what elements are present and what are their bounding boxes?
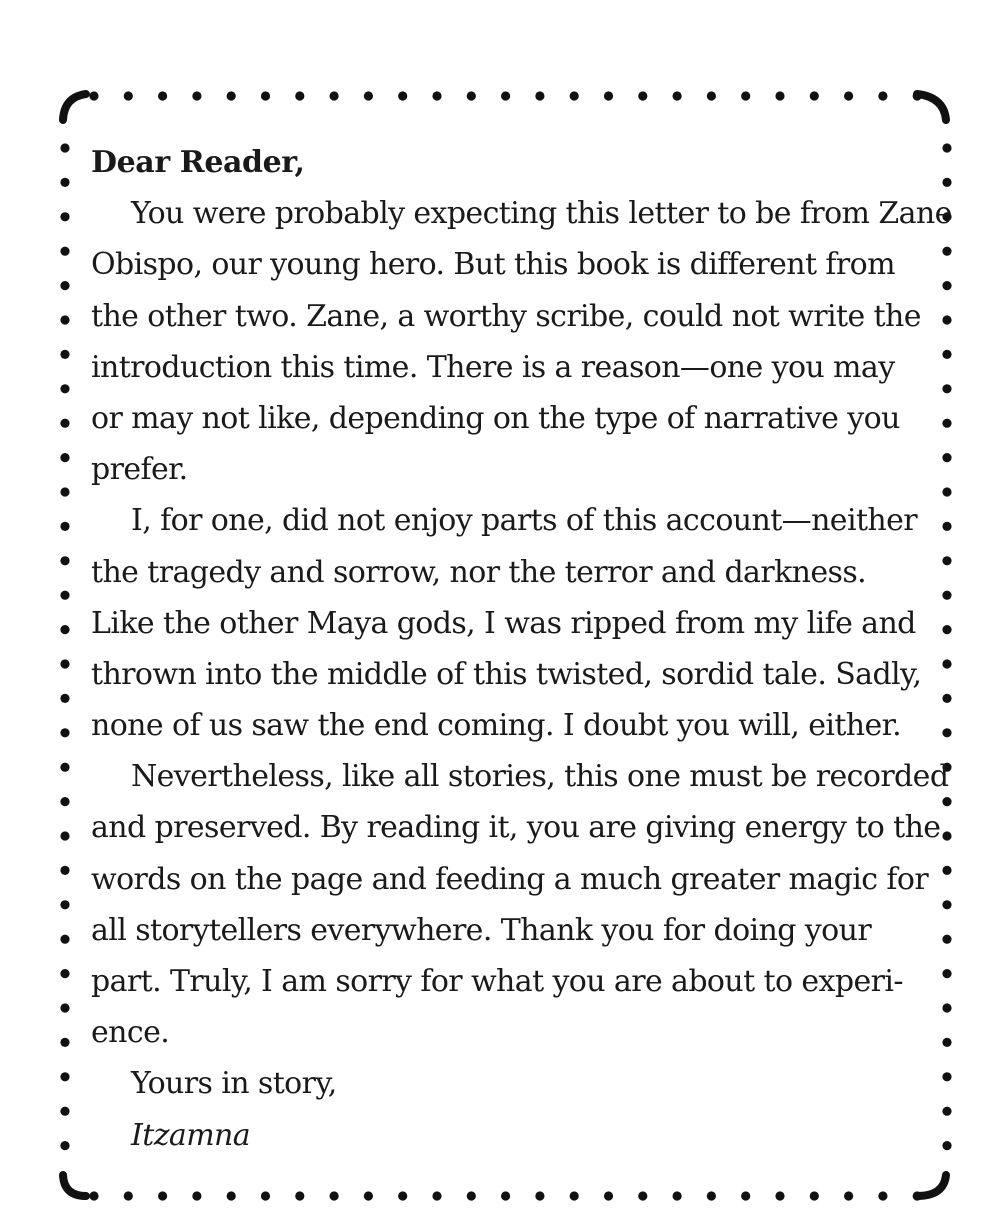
border-dot <box>942 487 951 496</box>
border-dot <box>124 1191 133 1200</box>
border-dot <box>60 625 69 634</box>
letter-line: Like the other Maya gods, I was ripped from my life and <box>91 605 916 641</box>
letter-line: prefer. <box>91 452 188 488</box>
border-dot <box>775 1191 784 1200</box>
border-dot <box>60 969 69 978</box>
border-dot <box>942 866 951 875</box>
border-dot <box>942 1038 951 1047</box>
border-dot <box>707 91 716 100</box>
border-dot <box>60 556 69 565</box>
border-dot <box>364 1191 373 1200</box>
border-dot <box>261 91 270 100</box>
border-dot <box>60 384 69 393</box>
border-dot <box>673 1191 682 1200</box>
border-dot <box>60 935 69 944</box>
border-dot <box>942 728 951 737</box>
letter-line: or may not like, depending on the type of narrative you <box>91 400 900 436</box>
border-dot <box>638 91 647 100</box>
border-dot <box>942 556 951 565</box>
border-dot <box>942 1107 951 1116</box>
border-dot <box>942 281 951 290</box>
border-dot <box>467 1191 476 1200</box>
border-dot <box>942 178 951 187</box>
border-dot <box>942 1141 951 1150</box>
border-dot <box>501 1191 510 1200</box>
border-dot <box>295 1191 304 1200</box>
border-dot <box>535 91 544 100</box>
border-dot <box>60 1038 69 1047</box>
border-dot <box>535 1191 544 1200</box>
letter-line: none of us saw the end coming. I doubt you will, either. <box>91 708 902 744</box>
border-dot <box>60 281 69 290</box>
border-dot <box>501 91 510 100</box>
border-dot <box>741 1191 750 1200</box>
corner-top-left <box>63 94 86 120</box>
border-dot <box>467 91 476 100</box>
border-dot <box>942 350 951 359</box>
border-dot <box>60 212 69 221</box>
border-dot <box>942 625 951 634</box>
border-dot <box>60 1072 69 1081</box>
border-dot <box>227 91 236 100</box>
border-dot <box>60 659 69 668</box>
border-dot <box>124 91 133 100</box>
border-dot <box>844 91 853 100</box>
border-dot <box>942 659 951 668</box>
border-dot <box>604 1191 613 1200</box>
letter-line: introduction this time. There is a reason—one you may <box>91 349 895 385</box>
border-dot <box>942 831 951 840</box>
letter-body <box>91 137 952 1161</box>
border-dot <box>942 1072 951 1081</box>
letter-line: I, for one, did not enjoy parts of this account—neither <box>131 503 918 539</box>
border-dot <box>227 1191 236 1200</box>
border-dot <box>60 487 69 496</box>
border-dot <box>60 247 69 256</box>
border-dot <box>60 694 69 703</box>
border-dot <box>60 763 69 772</box>
border-dot <box>942 143 951 152</box>
letter-line: and preserved. By reading it, you are giving energy to the <box>91 810 941 846</box>
corner-top-right <box>917 94 946 120</box>
border-dot <box>261 1191 270 1200</box>
border-dot <box>844 1191 853 1200</box>
border-dot <box>398 91 407 100</box>
corner-bottom-left <box>63 1175 86 1196</box>
letter-closing: Yours in story, <box>131 1066 337 1102</box>
border-dot <box>60 143 69 152</box>
letter-line: all storytellers everywhere. Thank you for doing your <box>91 912 872 948</box>
border-dot <box>638 1191 647 1200</box>
border-dot <box>942 591 951 600</box>
border-dot <box>673 91 682 100</box>
border-dot <box>158 91 167 100</box>
border-dot <box>60 591 69 600</box>
border-dot <box>364 91 373 100</box>
border-dot <box>942 522 951 531</box>
border-dot <box>60 728 69 737</box>
border-dot <box>810 91 819 100</box>
border-dot <box>942 453 951 462</box>
border-dot <box>741 91 750 100</box>
border-dot <box>89 1191 98 1200</box>
border-dot <box>398 1191 407 1200</box>
border-dot <box>432 91 441 100</box>
border-dot <box>330 91 339 100</box>
border-dot <box>570 1191 579 1200</box>
border-dot <box>60 419 69 428</box>
letter-signature: Itzamna <box>131 1117 251 1153</box>
border-dot <box>942 900 951 909</box>
letter-line: the tragedy and sorrow, nor the terror and darkness. <box>91 554 867 590</box>
letter-line: thrown into the middle of this twisted, sordid tale. Sadly, <box>91 656 922 692</box>
border-dot <box>942 969 951 978</box>
letter-line: the other two. Zane, a worthy scribe, could not write the <box>91 298 921 334</box>
border-dot <box>60 1141 69 1150</box>
border-dot <box>60 178 69 187</box>
border-dot <box>878 1191 887 1200</box>
border-dot <box>192 1191 201 1200</box>
border-dot <box>60 866 69 875</box>
letter-salutation: Dear Reader, <box>91 145 305 180</box>
border-dot <box>570 91 579 100</box>
letter-line: part. Truly, I am sorry for what you are about to experi- <box>91 964 903 999</box>
border-dot <box>60 1003 69 1012</box>
border-dot <box>942 1003 951 1012</box>
border-dot <box>158 1191 167 1200</box>
border-dot <box>330 1191 339 1200</box>
border-dot <box>60 1107 69 1116</box>
border-dot <box>432 1191 441 1200</box>
border-dot <box>89 91 98 100</box>
letter-line: ence. <box>91 1015 170 1051</box>
letter-line: Obispo, our young hero. But this book is different from <box>91 247 895 283</box>
border-dot <box>942 694 951 703</box>
border-dot <box>60 900 69 909</box>
border-dot <box>192 91 201 100</box>
border-dot <box>942 419 951 428</box>
border-dot <box>60 797 69 806</box>
border-dot <box>60 831 69 840</box>
border-dot <box>810 1191 819 1200</box>
border-dot <box>942 384 951 393</box>
border-dot <box>775 91 784 100</box>
border-dot <box>60 350 69 359</box>
corner-bottom-right <box>917 1175 946 1196</box>
letter-line: You were probably expecting this letter to be from Zane <box>131 196 952 232</box>
letter-line: words on the page and feeding a much greater magic for <box>91 861 929 897</box>
border-dot <box>60 522 69 531</box>
border-dot <box>60 315 69 324</box>
border-dot <box>942 935 951 944</box>
border-dot <box>60 453 69 462</box>
border-dot <box>707 1191 716 1200</box>
border-dot <box>878 91 887 100</box>
border-dot <box>942 247 951 256</box>
border-dot <box>604 91 613 100</box>
border-dot <box>942 315 951 324</box>
border-dot <box>295 91 304 100</box>
letter-line: Nevertheless, like all stories, this one must be recorded <box>131 759 949 795</box>
